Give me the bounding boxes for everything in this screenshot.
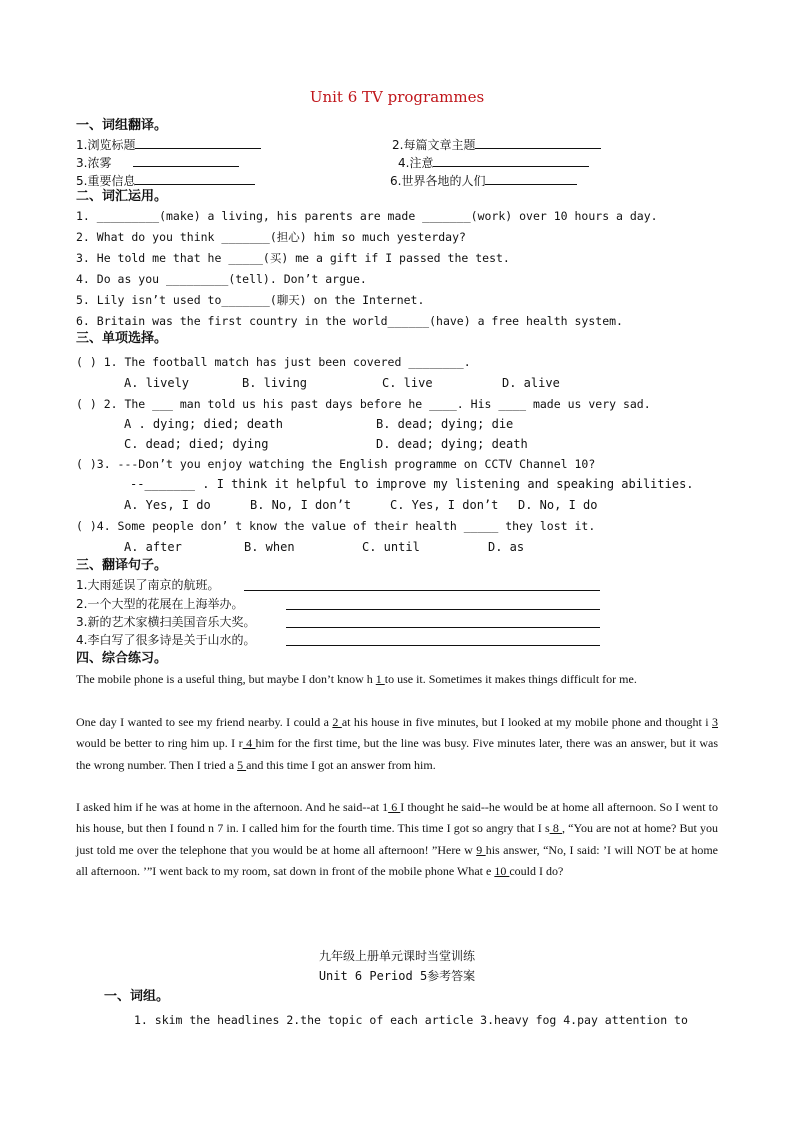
answer-line	[286, 597, 600, 610]
mc-option: C. live	[382, 376, 433, 390]
phrase-4: 4.注意	[398, 154, 589, 171]
phrase-3: 3.浓雾	[76, 154, 239, 171]
mc-question-2: ( ) 2. The ___ man told us his past days before he ____. His ____ made us very sad.	[76, 397, 651, 411]
answers-section-heading: 一、词组。	[104, 989, 170, 1004]
mc-option: B. living	[242, 376, 308, 390]
answer-line	[133, 154, 239, 167]
section-heading-comprehensive: 四、综合练习。	[76, 651, 168, 666]
answer-line	[475, 136, 601, 149]
mc-option: C. dead; died; dying	[124, 437, 269, 451]
translate-item-4: 4.李白写了很多诗是关于山水的。	[76, 633, 256, 647]
answers-heading: 九年级上册单元课时当堂训练	[318, 949, 475, 963]
mc-option: A. lively	[124, 376, 190, 390]
passage-paragraph-3: I asked him if he was at home in the afternoon. And he said--at 1 6 I thought he said--he would be at home all afternoon. So I went to his house, but then I found n 7 in. I called him for the fourth time. This time I got so angry that I s 8 , “You are not at home? But you just told me over the telephone that you would be at home all afternoon! ”Here w 9 his answer, “No, I said: ’I will NOT be at home all afternoon. ’”I went back to my room, sat down in front of the mobile phone What e 10 could I do?	[76, 800, 719, 878]
mc-option: D. as	[488, 540, 525, 554]
mc-option: A. Yes, I do	[124, 498, 211, 512]
section-heading-vocabulary: 二、词汇运用。	[76, 189, 168, 204]
cloze-blank-3: 3	[712, 715, 718, 729]
cloze-blank-8: 8	[549, 821, 562, 836]
mc-option: D. alive	[502, 376, 560, 390]
mc-option: D. dead; dying; death	[376, 437, 528, 451]
mc-option: D. No, I do	[518, 498, 598, 512]
answer-line	[286, 633, 600, 646]
page-title: Unit 6 TV programmes	[309, 88, 485, 106]
translate-item-1: 1.大雨延误了南京的航班。	[76, 578, 220, 592]
vocab-item-3: 3. He told me that he _____(买) me a gift if I passed the test.	[76, 251, 510, 265]
mc-option: B. No, I don’t	[250, 498, 352, 512]
vocab-item-4: 4. Do as you _________(tell). Don’t argue.	[76, 272, 367, 286]
cloze-blank-10: 10	[494, 863, 510, 878]
vocab-item-1: 1. _________(make) a living, his parents are made _______(work) over 10 hours a day.	[76, 209, 658, 223]
mc-option: C. Yes, I don’t	[390, 498, 499, 512]
phrase-6: 6.世界各地的人们	[390, 172, 577, 189]
mc-question-1: ( ) 1. The football match has just been covered ________.	[76, 355, 471, 369]
answers-subheading: Unit 6 Period 5参考答案	[318, 969, 476, 983]
cloze-blank-4: 4	[242, 736, 256, 751]
mc-option: C. until	[362, 540, 420, 554]
mc-question-4: ( )4. Some people don’ t know the value of their health _____ they lost it.	[76, 519, 596, 533]
section-heading-phrase-translation: 一、词组翻译。	[76, 118, 168, 133]
answer-line	[135, 136, 261, 149]
cloze-blank-2: 2	[332, 715, 342, 729]
phrase-1: 1.浏览标题	[76, 136, 261, 153]
answer-line	[135, 172, 255, 185]
answer-line	[485, 172, 577, 185]
phrase-2: 2.每篇文章主题	[392, 136, 601, 153]
mc-option: B. dead; dying; die	[376, 417, 514, 431]
answer-line	[433, 154, 589, 167]
mc-option: A . dying; died; death	[124, 417, 283, 431]
vocab-item-2: 2. What do you think _______(担心) him so much yesterday?	[76, 230, 466, 244]
cloze-blank-5: 5	[237, 757, 247, 772]
translate-item-3: 3.新的艺术家横扫美国音乐大奖。	[76, 615, 256, 629]
section-heading-multiple-choice: 三、单项选择。	[76, 331, 168, 346]
passage-paragraph-2: One day I wanted to see my friend nearby. I could a 2 at his house in five minutes, but I looked at my mobile phone and thought i 3 would be better to ring him up. I r 4 him for the first time, but the line was busy. Five minutes later, there was an answer, but it was the wrong number. Then I tried a 5 and this time I got an answer from him.	[76, 715, 719, 772]
mc-option: A. after	[124, 540, 182, 554]
cloze-blank-6: 6	[388, 800, 401, 814]
passage-paragraph-1: The mobile phone is a useful thing, but maybe I don’t know h 1 to use it. Sometimes it makes things difficult for me.	[76, 672, 637, 686]
mc-question-3-response: --_______ . I think it helpful to improve my listening and speaking abilities.	[130, 477, 694, 491]
mc-option: B. when	[244, 540, 295, 554]
vocab-item-5: 5. Lily isn’t used to_______(聊天) on the Internet.	[76, 293, 425, 307]
vocab-item-6: 6. Britain was the first country in the world______(have) a free health system.	[76, 314, 623, 328]
answers-line-1: 1. skim the headlines 2.the topic of each article 3.heavy fog 4.pay attention to	[134, 1013, 688, 1027]
section-heading-translation: 三、翻译句子。	[76, 558, 168, 573]
answer-line	[244, 578, 600, 591]
mc-question-3: ( )3. ---Don’t you enjoy watching the English programme on CCTV Channel 10?	[76, 457, 596, 471]
phrase-5: 5.重要信息	[76, 172, 255, 189]
answer-line	[286, 615, 600, 628]
cloze-blank-1: 1	[375, 672, 385, 686]
cloze-blank-9: 9	[476, 842, 486, 857]
translate-item-2: 2.一个大型的花展在上海举办。	[76, 597, 244, 611]
